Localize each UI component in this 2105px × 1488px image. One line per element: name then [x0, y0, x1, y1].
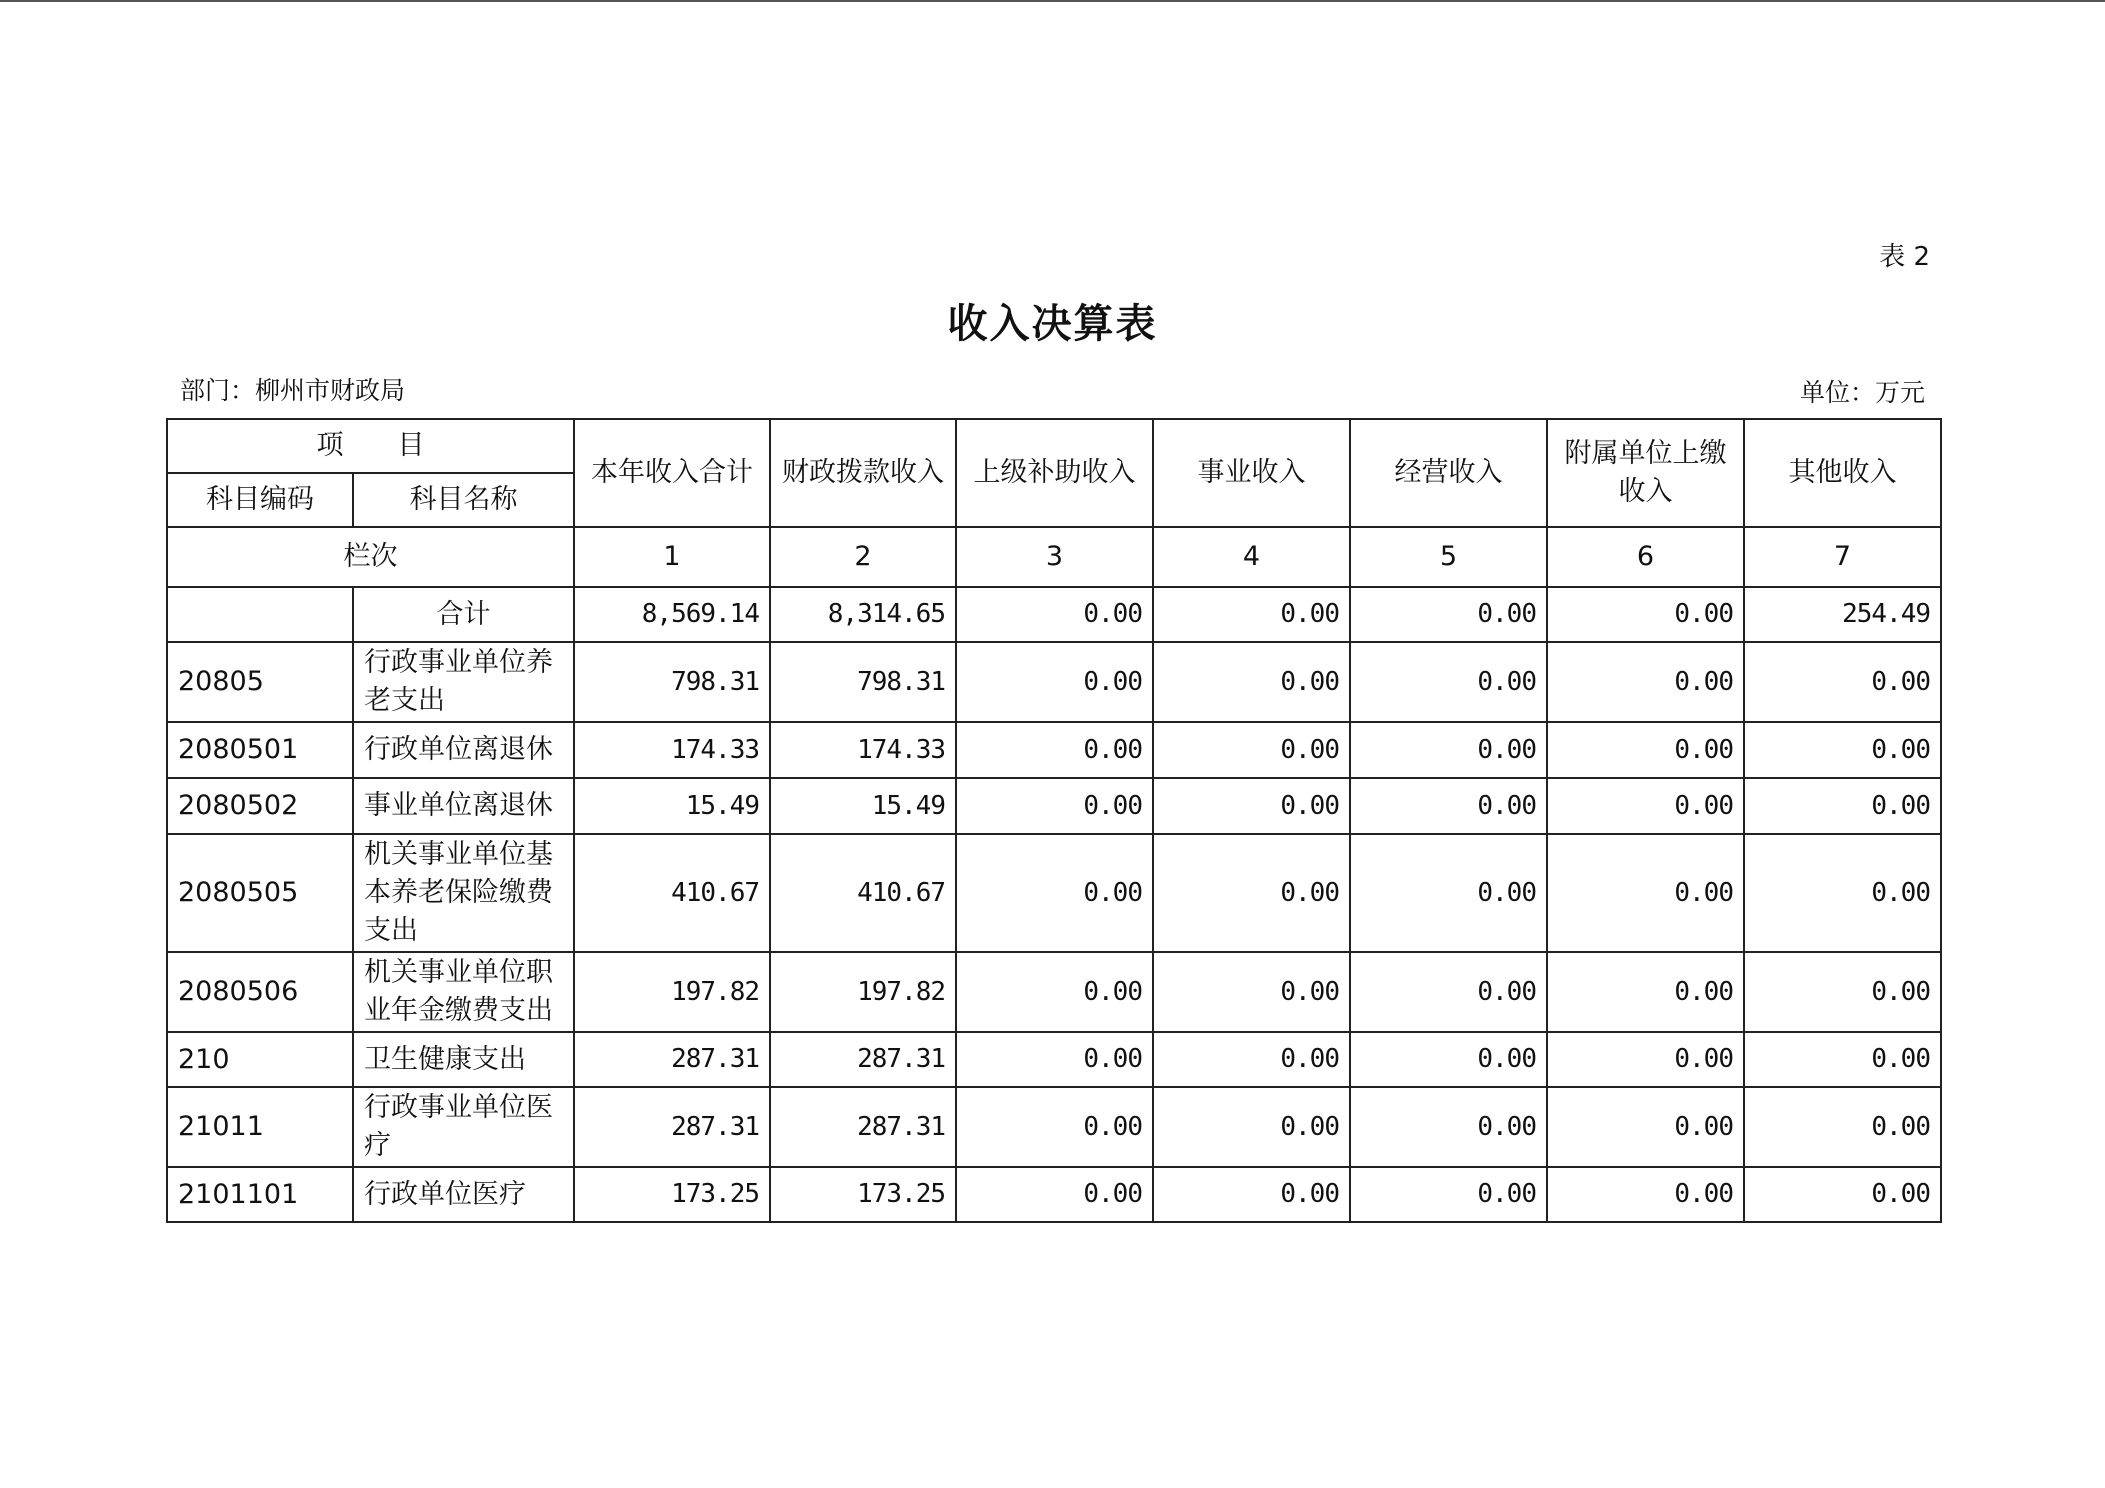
amount-cell: 287.31: [574, 1032, 770, 1087]
document-title: 收入决算表: [947, 301, 1158, 347]
amount-cell: 0.00: [1350, 778, 1547, 834]
table-row: [167, 1032, 1941, 1087]
amount-cell: 0.00: [956, 1087, 1153, 1167]
table-row: [167, 722, 1941, 778]
unit-label: 单位：万元: [1799, 378, 1925, 407]
amount-cell: 174.33: [770, 722, 956, 778]
total-value: 0.00: [1547, 587, 1744, 642]
amount-cell: 0.00: [956, 1032, 1153, 1087]
total-code-cell: [167, 587, 353, 642]
table-row: [167, 952, 1941, 1032]
amount-cell: 0.00: [1350, 1087, 1547, 1167]
amount-cell: 0.00: [1153, 1087, 1350, 1167]
table-row: [167, 778, 1941, 834]
amount-cell: 0.00: [1153, 722, 1350, 778]
amount-cell: 0.00: [1744, 952, 1941, 1032]
total-row: [167, 587, 1941, 642]
header-subject-code: 科目编码: [167, 473, 353, 527]
subject-name: 卫生健康支出: [353, 1032, 574, 1087]
amount-cell: 0.00: [1547, 642, 1744, 722]
total-value: 8,569.14: [574, 587, 770, 642]
amount-cell: 798.31: [770, 642, 956, 722]
amount-cell: 0.00: [956, 1167, 1153, 1222]
column-number: 4: [1153, 527, 1350, 587]
amount-cell: 0.00: [1744, 642, 1941, 722]
amount-cell: 0.00: [1153, 642, 1350, 722]
column-number: 1: [574, 527, 770, 587]
amount-cell: 0.00: [1547, 1087, 1744, 1167]
amount-cell: 0.00: [956, 778, 1153, 834]
amount-cell: 173.25: [770, 1167, 956, 1222]
amount-cell: 287.31: [770, 1032, 956, 1087]
subject-name: 机关事业单位职业年金缴费支出: [353, 952, 574, 1032]
subject-name: 行政事业单位医疗: [353, 1087, 574, 1167]
income-final-accounts-table: [166, 418, 1942, 1223]
header-business-income: 事业收入: [1153, 419, 1350, 527]
table-row: [167, 642, 1941, 722]
table-row: [167, 1167, 1941, 1222]
amount-cell: 0.00: [1153, 778, 1350, 834]
amount-cell: 0.00: [1744, 778, 1941, 834]
amount-cell: 0.00: [1744, 834, 1941, 952]
top-border-line: [0, 0, 2105, 2]
total-value: 254.49: [1744, 587, 1941, 642]
amount-cell: 410.67: [574, 834, 770, 952]
amount-cell: 0.00: [956, 722, 1153, 778]
subject-code: 2080505: [167, 834, 353, 952]
amount-cell: 0.00: [1350, 642, 1547, 722]
amount-cell: 798.31: [574, 642, 770, 722]
amount-cell: 0.00: [1153, 1167, 1350, 1222]
header-superior-subsidy: 上级补助收入: [956, 419, 1153, 527]
amount-cell: 0.00: [1153, 952, 1350, 1032]
subject-code: 2080506: [167, 952, 353, 1032]
amount-cell: 0.00: [1547, 1167, 1744, 1222]
amount-cell: 0.00: [1350, 1167, 1547, 1222]
amount-cell: 287.31: [770, 1087, 956, 1167]
table-row: [167, 1087, 1941, 1167]
subject-name: 事业单位离退休: [353, 778, 574, 834]
subject-name: 行政事业单位养老支出: [353, 642, 574, 722]
amount-cell: 15.49: [770, 778, 956, 834]
amount-cell: 0.00: [1350, 834, 1547, 952]
column-number: 6: [1547, 527, 1744, 587]
subject-name: 行政单位医疗: [353, 1167, 574, 1222]
amount-cell: 197.82: [770, 952, 956, 1032]
amount-cell: 174.33: [574, 722, 770, 778]
total-value: 8,314.65: [770, 587, 956, 642]
total-value: 0.00: [1350, 587, 1547, 642]
total-value: 0.00: [956, 587, 1153, 642]
amount-cell: 173.25: [574, 1167, 770, 1222]
column-number: 7: [1744, 527, 1941, 587]
amount-cell: 0.00: [1547, 952, 1744, 1032]
amount-cell: 0.00: [1153, 834, 1350, 952]
header-project: 项 目: [167, 419, 574, 473]
subject-code: 20805: [167, 642, 353, 722]
header-row-1: [167, 419, 1941, 473]
amount-cell: 0.00: [956, 834, 1153, 952]
amount-cell: 0.00: [1547, 778, 1744, 834]
header-fiscal-appropriation: 财政拨款收入: [770, 419, 956, 527]
amount-cell: 0.00: [1744, 1032, 1941, 1087]
amount-cell: 0.00: [956, 952, 1153, 1032]
header-other-income: 其他收入: [1744, 419, 1941, 527]
total-value: 0.00: [1153, 587, 1350, 642]
subject-code: 210: [167, 1032, 353, 1087]
subject-code: 2080502: [167, 778, 353, 834]
subject-name: 机关事业单位基本养老保险缴费支出: [353, 834, 574, 952]
column-number: 2: [770, 527, 956, 587]
amount-cell: 0.00: [1547, 1032, 1744, 1087]
amount-cell: 197.82: [574, 952, 770, 1032]
table-row: [167, 834, 1941, 952]
subject-code: 2080501: [167, 722, 353, 778]
column-order-label: 栏次: [167, 527, 574, 587]
column-order-row: [167, 527, 1941, 587]
subject-name: 行政单位离退休: [353, 722, 574, 778]
header-operating-income: 经营收入: [1350, 419, 1547, 527]
column-number: 3: [956, 527, 1153, 587]
subject-code: 21011: [167, 1087, 353, 1167]
column-number: 5: [1350, 527, 1547, 587]
table-number: 表 2: [1879, 242, 1930, 272]
amount-cell: 410.67: [770, 834, 956, 952]
amount-cell: 287.31: [574, 1087, 770, 1167]
amount-cell: 15.49: [574, 778, 770, 834]
amount-cell: 0.00: [1153, 1032, 1350, 1087]
amount-cell: 0.00: [1350, 952, 1547, 1032]
department-label: 部门：柳州市财政局: [180, 376, 406, 405]
amount-cell: 0.00: [1547, 834, 1744, 952]
amount-cell: 0.00: [1350, 1032, 1547, 1087]
amount-cell: 0.00: [1547, 722, 1744, 778]
subject-code: 2101101: [167, 1167, 353, 1222]
amount-cell: 0.00: [1350, 722, 1547, 778]
header-affiliate-income: 附属单位上缴收入: [1547, 419, 1744, 527]
amount-cell: 0.00: [1744, 1167, 1941, 1222]
total-label: 合计: [353, 587, 574, 642]
amount-cell: 0.00: [956, 642, 1153, 722]
amount-cell: 0.00: [1744, 722, 1941, 778]
header-subject-name: 科目名称: [353, 473, 574, 527]
header-total-income: 本年收入合计: [574, 419, 770, 527]
amount-cell: 0.00: [1744, 1087, 1941, 1167]
